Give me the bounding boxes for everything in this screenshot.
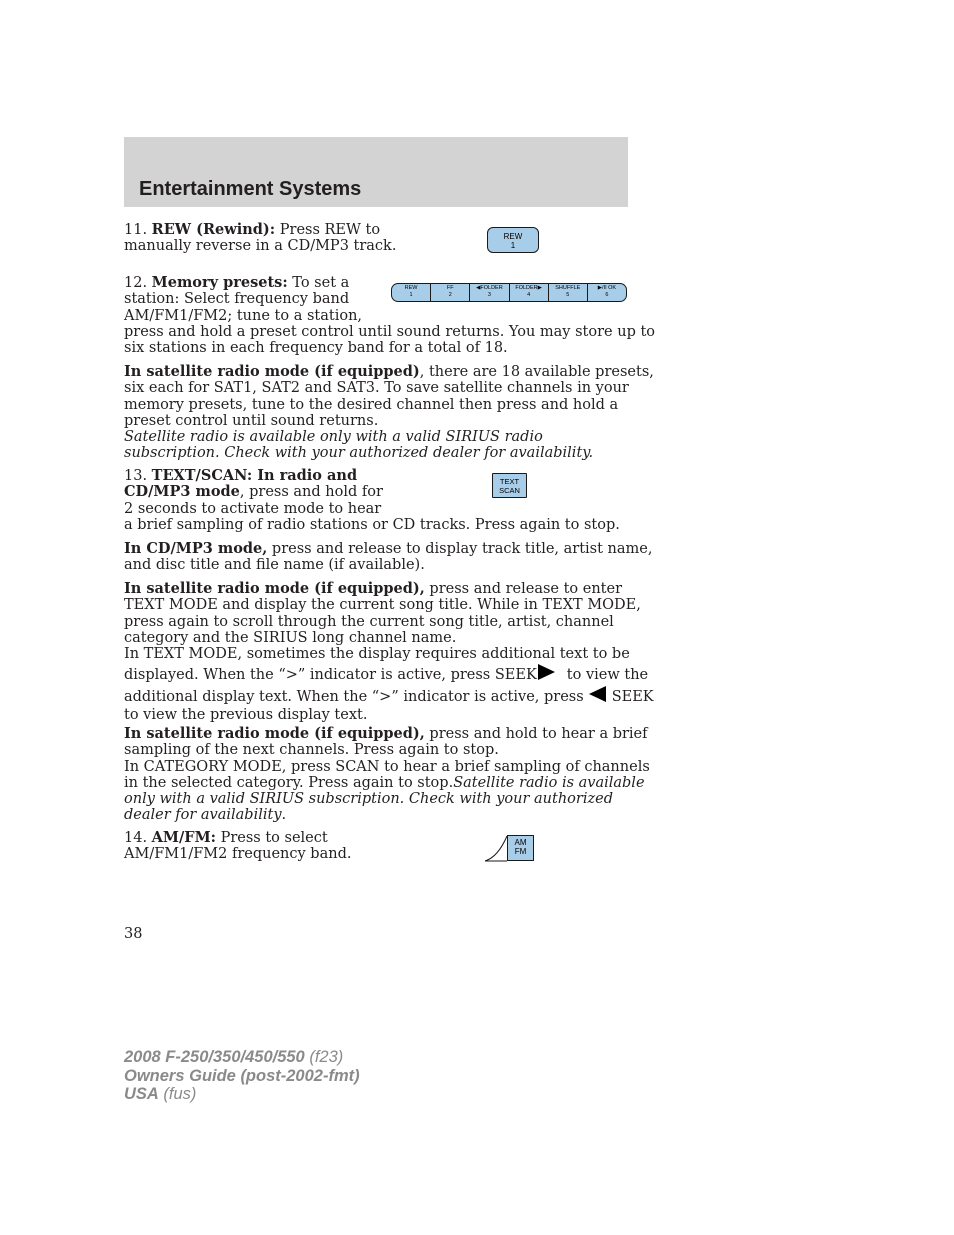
text-scan-button[interactable]: TEXT SCAN [492, 473, 527, 498]
preset-button-4[interactable]: FOLDER▶ 4 [510, 284, 549, 301]
am-fm-button[interactable]: AM FM [507, 835, 534, 861]
preset-button-5[interactable]: SHUFFLE 5 [549, 284, 588, 301]
preset-button-1[interactable]: REW 1 [392, 284, 431, 301]
am-fm-bezel-curve [484, 835, 508, 862]
seek-forward-icon [538, 664, 555, 680]
text-scan-label: TEXT/SCAN: In radio and [151, 467, 358, 484]
memory-presets-label: Memory presets: [151, 274, 288, 291]
section-header-band [124, 137, 628, 207]
section-title: Entertainment Systems [139, 178, 362, 200]
page-number: 38 [124, 926, 143, 942]
preset-buttons-strip [391, 283, 627, 302]
item-text-scan: 13. TEXT/SCAN: In radio and CD/MP3 mode, press and hold for 2 seconds to activate mode to hear a brief sampling of radio stations or CD tracks. Press again to stop. [124, 467, 620, 533]
seek-back-icon [589, 686, 606, 702]
cd-mode-paragraph: In CD/MP3 mode, press and release to display track title, artist name, and disc title and file name (if available). [124, 540, 653, 574]
rew-label: REW (Rewind): [151, 221, 276, 238]
item-am-fm: 14. AM/FM: Press to select AM/FM1/FM2 frequency band. [124, 829, 352, 863]
item-memory-presets: 12. Memory presets: To set a station: Select frequency band AM/FM1/FM2; tune to a station, press and hold a preset control until sound returns. You may store up to six stations in each frequency band for a total of 18. [124, 274, 656, 357]
footer: 2008 F-250/350/450/550 (f23) Owners Guide (post-2002-fmt) USA (fus) [124, 1048, 360, 1103]
preset-button-2[interactable]: FF 2 [431, 284, 470, 301]
rew-button[interactable]: REW 1 [487, 227, 539, 253]
satellite-presets-paragraph: In satellite radio mode (if equipped), there are 18 available presets, six each for SAT1, SAT2 and SAT3. To save satellite channels in your memory presets, tune to the desired channel then press and hold a preset control until sound returns. Satellite radio is available only with a valid SIRIUS radio subscription. Check with your authorized dealer for availability. [124, 363, 654, 462]
satellite-scan-paragraph: In satellite radio mode (if equipped), press and hold to hear a brief sampling of the next channels. Press again to stop. In CATEGORY MODE, press SCAN to hear a brief sampling of channels in the selected category. Press again to stop.Satellite radio is available only with a valid SIRIUS subscription. Check with your authorized dealer for availability. [124, 725, 650, 824]
preset-button-3[interactable]: ◀FOLDER 3 [470, 284, 509, 301]
am-fm-label: AM/FM: [151, 829, 216, 846]
satellite-text-mode-paragraph: In satellite radio mode (if equipped), press and release to enter TEXT MODE and display the current song title. While in TEXT MODE, press again to scroll through the current song title, artist, channel category and the SIRIUS long channel name. In TEXT MODE, sometimes the display requires additional text to be displayed. When the “>” indicator is active, press SEEK to view the additional display text. When the “>” indicator is active, press SEEK to view the previous display text. [124, 580, 654, 724]
preset-button-6[interactable]: ▶/II OK 6 [597, 285, 617, 298]
item-rew: 11. REW (Rewind): Press REW to manually reverse in a CD/MP3 track. [124, 221, 397, 255]
